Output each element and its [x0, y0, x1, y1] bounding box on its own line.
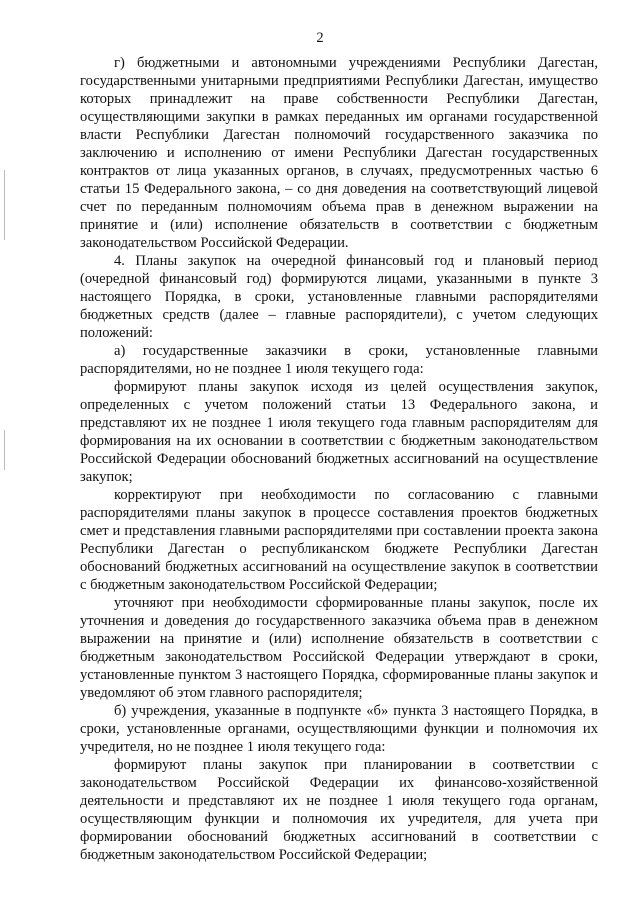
paragraph-item-g: г) бюджетными и автономными учреждениями Республики Дагестан, государственными унитарными предприятиями Республики Дагестан, имущество которых принадлежит на праве собственности Республики Дагестан, осуществляющими закупки в рамках переданных им органами государственной власти Республики Дагестан полномочий государственного заказчика по заключению и исполнению от имени Республики Дагестан государственных контрактов от лица указанных органов, в случаях, предусмотренных частью 6 статьи 15 Федерального закона, – со дня доведения на соответствующий лицевой счет по переданным полномочиям объема прав в денежном выражении на принятие и (или) исполнение обязательств в соответствии с бюджетным законодательством Российской Федерации.: [80, 55, 598, 251]
scan-edge-mark: [4, 430, 5, 470]
paragraph-form-plans: формируют планы закупок исходя из целей осуществления закупок, определенных с учетом положений статьи 13 Федерального закона, и представляют их не позднее 1 июля текущего года главным распорядителям для формирования на их основании в соответствии с бюджетным законодательством Российской Федерации обоснований бюджетных ассигнований на осуществление закупок;: [80, 379, 598, 485]
scan-edge-mark: [4, 170, 5, 240]
paragraph-subclause-a: а) государственные заказчики в сроки, установленные главными распорядителями, но не позднее 1 июля текущего года:: [80, 343, 598, 377]
paragraph-subclause-b: б) учреждения, указанные в подпункте «б» пункта 3 настоящего Порядка, в сроки, установленные органами, осуществляющими функции и полномочия их учредителя, но не позднее 1 июля текущего года:: [80, 703, 598, 755]
paragraph-correct-plans: корректируют при необходимости по согласованию с главными распорядителями планы закупок в процессе составления проектов бюджетных смет и представления главными распорядителями при составлении проекта закона Республики Дагестан о республиканском бюджете Республики Дагестан обоснований бюджетных ассигнований на осуществление закупок в соответствии с бюджетным законодательством Российской Федерации;: [80, 487, 598, 593]
paragraph-clause-4: 4. Планы закупок на очередной финансовый год и плановый период (очередной финансовый год) формируются лицами, указанными в пункте 3 настоящего Порядка, в сроки, установленные главными распорядителями бюджетных средств (далее – главные распорядители), с учетом следующих положений:: [80, 253, 598, 341]
paragraph-form-plans-institutions: формируют планы закупок при планировании в соответствии с законодательством Российской Федерации их финансово-хозяйственной деятельности и представляют их не позднее 1 июля текущего года органам, осуществляющим функции и полномочия их учредителя, для учета при формировании обоснований бюджетных ассигнований в соответствии с бюджетным законодательством Российской Федерации;: [80, 757, 598, 863]
paragraph-update-plans: уточняют при необходимости сформированные планы закупок, после их уточнения и доведения до государственного заказчика объема прав в денежном выражении на принятие и (или) исполнение обязательств в соответствии с бюджетным законодательством Российской Федерации утверждают в сроки, установленные пунктом 3 настоящего Порядка, сформированные планы закупок и уведомляют об этом главного распорядителя;: [80, 595, 598, 701]
document-body: [80, 54, 598, 864]
page-number: 2: [316, 30, 324, 46]
